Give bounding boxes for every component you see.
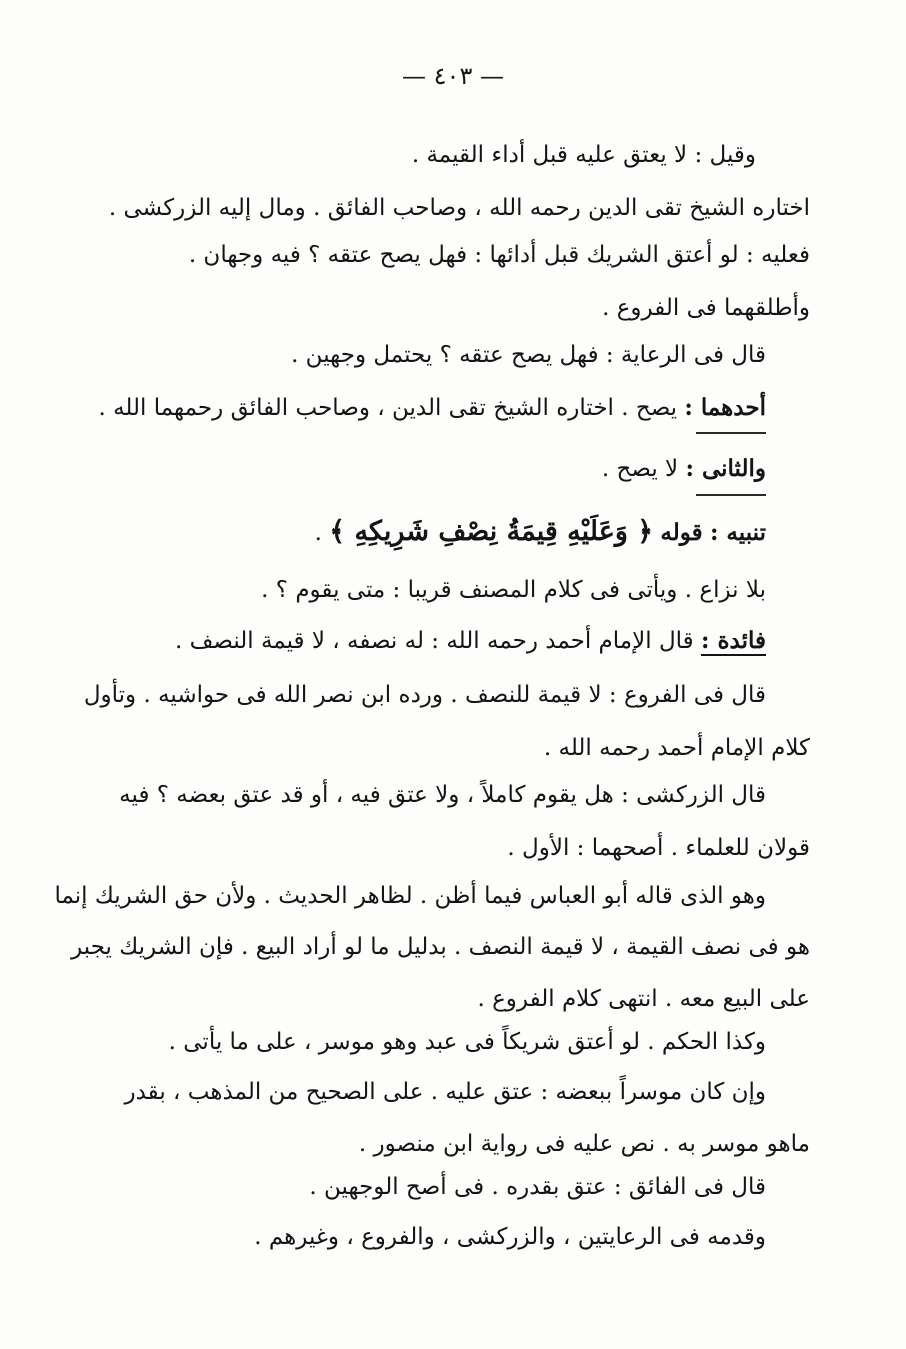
text-line-tanbih [315,510,766,555]
text-line-faida [175,624,766,658]
divider-rule [696,432,766,434]
text-line: وقيل : لا يعتق عليه قبل أداء القيمة . [411,142,756,168]
text-line-second-opinion [602,452,766,486]
divider-rule [696,494,766,496]
label-first: أحدهما : [684,394,766,421]
quranic-quote: ﴿ وَعَلَيْهِ قِيمَةُ نِصْفِ شَرِيكِهِ ﴾ [329,516,654,547]
text-line: كلام الإمام أحمد رحمه الله . [543,735,810,761]
label-second: والثانى : [685,455,766,482]
text-line: وكذا الحكم . لو أعتق شريكاً فى عبد وهو موسر ، على ما يأتى . [168,1029,766,1055]
text-line: قال فى الرعاية : فهل يصح عتقه ؟ يحتمل وجهين . [291,342,766,368]
text-line: اختاره الشيخ تقى الدين رحمه الله ، وصاحب الفائق . ومال إليه الزركشى . [108,195,810,221]
text-line-body: . [314,520,322,546]
label-tanbih: تنبيه : [709,519,766,546]
label-faida: فائدة : [700,627,766,654]
page-number: — ٤٠٣ — [402,62,504,90]
text-line: وإن كان موسراً ببعضه : عتق عليه . على الصحيح من المذهب ، بقدر [124,1079,766,1105]
text-line: على البيع معه . انتهى كلام الفروع . [477,986,810,1012]
text-line-first-opinion [98,391,766,425]
text-line: بلا نزاع . ويأتى فى كلام المصنف قريبا : متى يقوم ؟ . [261,577,766,603]
text-line-body: قال الإمام أحمد رحمه الله : له نصفه ، لا قيمة النصف . [174,628,694,654]
text-line: قال فى الفائق : عتق بقدره . فى أصح الوجهين . [309,1174,766,1200]
text-line: هو فى نصف القيمة ، لا قيمة النصف . بدليل ما لو أراد البيع . فإن الشريك يجبر [71,934,810,960]
text-line: ماهو موسر به . نص عليه فى رواية ابن منصور . [358,1131,810,1157]
text-line-body: يصح . اختاره الشيخ تقى الدين ، وصاحب الفائق رحمهما الله . [98,395,678,421]
text-line: وأطلقهما فى الفروع . [602,295,810,321]
text-line: وهو الذى قاله أبو العباس فيما أظن . لظاهر الحديث . ولأن حق الشريك إنما [54,883,766,909]
text-line: قال الزركشى : هل يقوم كاملاً ، ولا عتق فيه ، أو قد عتق بعضه ؟ فيه [119,782,766,808]
label-qawluhu: قوله [660,519,703,546]
text-line: قال فى الفروع : لا قيمة للنصف . ورده ابن نصر الله فى حواشيه . وتأول [83,682,766,708]
text-line: فعليه : لو أعتق الشريك قبل أدائها : فهل يصح عتقه ؟ فيه وجهان . [188,242,810,268]
text-line: وقدمه فى الرعايتين ، والزركشى ، والفروع ، وغيرهم . [254,1224,766,1250]
text-line-body: لا يصح . [601,456,679,482]
text-line: قولان للعلماء . أصحهما : الأول . [507,835,810,861]
